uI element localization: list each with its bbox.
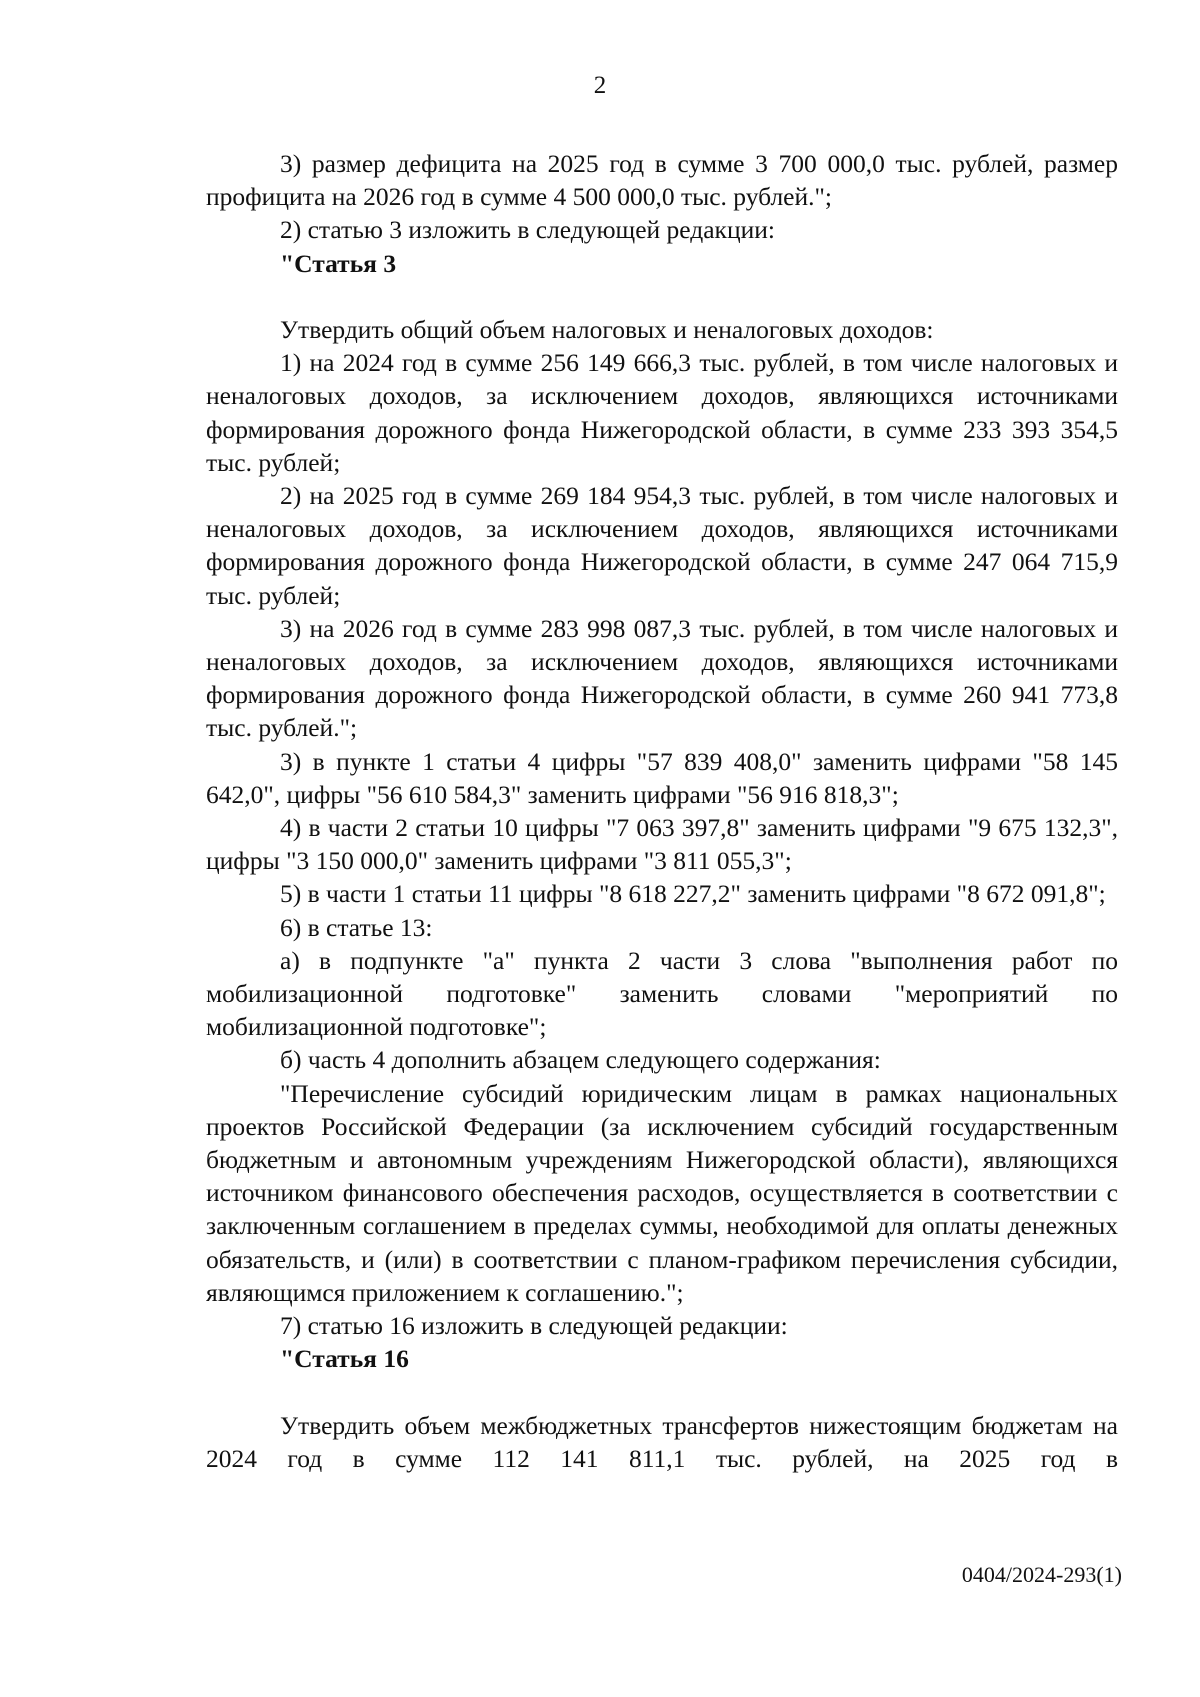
paragraph-article13-a: а) в подпункте "а" пункта 2 части 3 слова "выполнения работ по мобилизационной подготовке" заменить словами "мероприятий по мобилизационной подготовке"; (206, 945, 1118, 1042)
paragraph-2026-revenues: 3) на 2026 год в сумме 283 998 087,3 тыс. рублей, в том числе налоговых и неналоговых доходов, за исключением доходов, являющихся источниками формирования дорожного фонда Нижегородской области, в сумме 260 941 773,8 тыс. рублей."; (206, 613, 1118, 743)
heading-article-16: "Статья 16 (280, 1344, 409, 1374)
paragraph-deficit: 3) размер дефицита на 2025 год в сумме 3 700 000,0 тыс. рублей, размер профицита на 2026 год в сумме 4 500 000,0 тыс. рублей."; (206, 149, 1118, 212)
document-code: 0404/2024-293(1) (961, 1562, 1122, 1587)
paragraph-transfers: Утвердить объем межбюджетных трансфертов нижестоящим бюджетам на 2024 год в сумме 112 141 811,1 тыс. рублей, на 2025 год в (206, 1410, 1118, 1473)
paragraph-article3-intro: 2) статью 3 изложить в следующей редакции: (280, 215, 775, 245)
paragraph-article11-change: 5) в части 1 статьи 11 цифры "8 618 227,2" заменить цифрами "8 672 091,8"; (280, 879, 1106, 909)
paragraph-approve-revenues: Утвердить общий объем налоговых и неналоговых доходов: (280, 315, 934, 344)
paragraph-2025-revenues: 2) на 2025 год в сумме 269 184 954,3 тыс. рублей, в том числе налоговых и неналоговых доходов, за исключением доходов, являющихся источниками формирования дорожного фонда Нижегородской области, в сумме 247 064 715,9 тыс. рублей; (206, 481, 1118, 610)
paragraph-article16-intro: 7) статью 16 изложить в следующей редакции: (280, 1311, 788, 1341)
paragraph-article13: 6) в статье 13: (280, 912, 433, 942)
paragraph-article4-change: 3) в пункте 1 статьи 4 цифры "57 839 408,0" заменить цифрами "58 145 642,0", цифры "56 610 584,3" заменить цифрами "56 916 818,3"; (206, 746, 1118, 809)
document-body (206, 147, 1118, 1475)
spacer (206, 1376, 1118, 1409)
paragraph-2024-revenues: 1) на 2024 год в сумме 256 149 666,3 тыс. рублей, в том числе налоговых и неналоговых доходов, за исключением доходов, являющихся источниками формирования дорожного фонда Нижегородской области, в сумме 233 393 354,5 тыс. рублей; (206, 348, 1118, 477)
heading-article-3: "Статья 3 (280, 248, 397, 278)
spacer (206, 280, 1118, 313)
paragraph-article13-b: б) часть 4 дополнить абзацем следующего содержания: (280, 1045, 881, 1075)
paragraph-subsidies: "Перечисление субсидий юридическим лицам в рамках национальных проектов Российской Федерации (за исключением субсидий государственным бюджетным и автономным учреждениям Нижегородской области), являющихся источником финансового обеспечения расходов, осуществляется в соответствии с заключенным соглашением в пределах суммы, необходимой для оплаты денежных обязательств, и (или) в соответствии с планом-графиком перечисления субсидии, являющимся приложением к соглашению."; (206, 1078, 1118, 1307)
paragraph-article10-change: 4) в части 2 статьи 10 цифры "7 063 397,8" заменить цифрами "9 675 132,3", цифры "3 150 000,0" заменить цифрами "3 811 055,3"; (206, 813, 1118, 876)
page-number: 2 (593, 72, 607, 99)
